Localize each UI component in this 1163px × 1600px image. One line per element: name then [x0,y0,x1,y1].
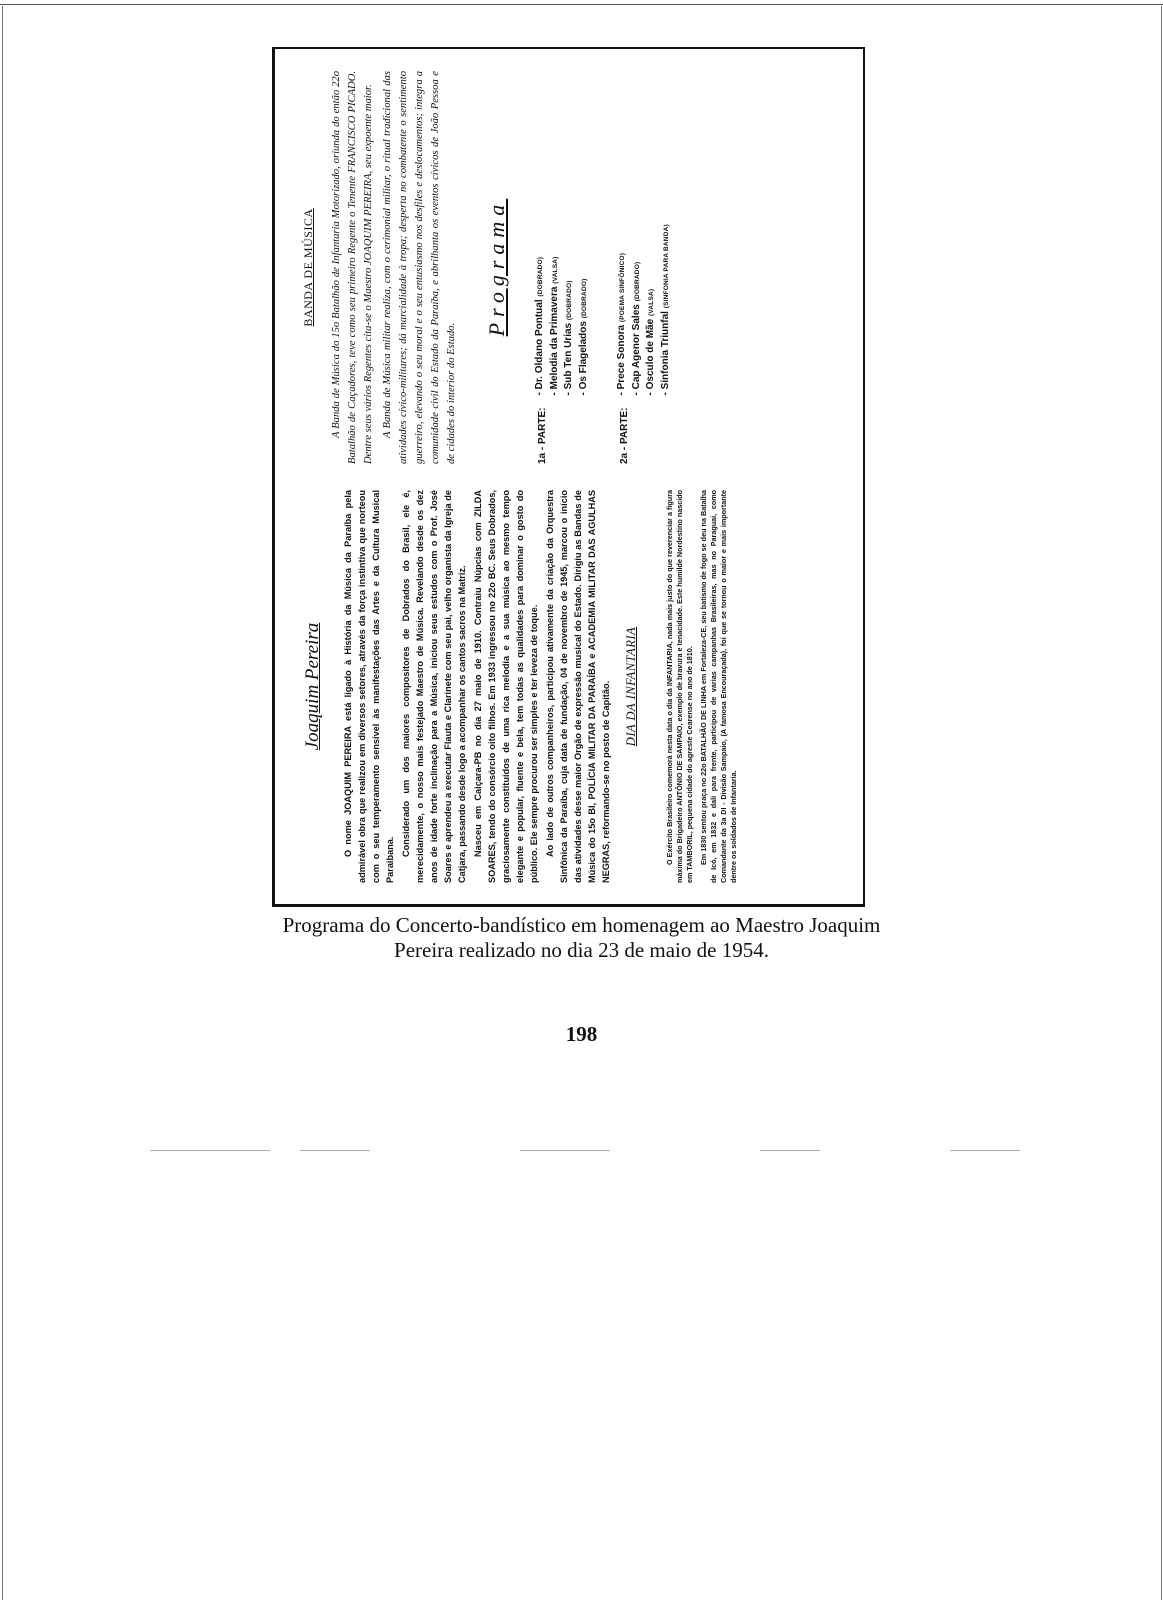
biography-paragraph: Considerado um dos maiores compositores de Dobrados do Brasil, ele é, merecidamente, o nosso mais festejado Maestro de Música. Revelando desde os dez anos de idade forte inclinação para a Música, iniciou seus estudos com o Prof. José Soares e aprendeu a executar Flauta e Clarinete com seu pai, velho organista da Igreja de Catjara, passando desde logo a acompanhar os cantos sacros na Matriz. [400,490,467,883]
scan-mark [300,1150,370,1151]
piece-name: Sub Ten Urias [563,322,575,390]
left-column [293,490,846,883]
scan-edge-right [1161,6,1162,1600]
scan-mark [950,1150,1020,1151]
infantaria-note: Em 1830 sentou praça no 22o BATALHÃO DE LINHA em Fortaleza-CE, seu batismo de fogo se deu na Batalha de Icó, em 1832 e dali para frente, participou de varias campanhas Brasileiras, mas no Paraguai, como Comandante da 3a DI - Divisão Sampaio, (A famosa Encouraçada), foi que se tornou o maior e mais importante dentre os soldados de Infantaria. [698,490,739,883]
piece-kind: (DOBRADO) [566,280,574,321]
program-sheet [272,47,865,907]
program-list [615,224,673,395]
program-item [548,257,563,396]
page-number: 198 [565,1022,598,1046]
scan-edge-top [0,4,1163,5]
program-item [562,257,577,396]
figure-caption [200,913,963,963]
program-item [533,257,548,396]
scan-edge-left [2,6,3,1600]
program-item [615,224,630,395]
program-item [659,224,674,395]
biography-paragraph: O nome JOAQUIM PEREIRA está ligado à História da Música da Paraíba pela admirável obra que realizou em diversos setores, através da força instintiva que norteou com o seu temperamento sensível às manifestações das Artes e da Cultura Musical Paraibana. [342,490,395,883]
piece-name: Cap Agenor Sales [630,304,642,390]
program-sheet-content [275,49,864,905]
caption-line: Programa do Concerto-bandístico em homenagem ao Maestro Joaquim [282,913,881,937]
piece-kind: (SINFONIA PARA BANDA) [662,224,670,309]
piece-name: Dr. Oldano Pontual [534,299,546,390]
program-part-2 [615,71,673,464]
dia-da-infantaria-title: DIA DA INFANTARIA [623,626,638,747]
piece-name: Os Flagelados [577,321,589,390]
piece-kind: (VALSA) [551,256,559,284]
piece-kind: (VALSA) [648,288,656,317]
caption-line: Pereira realizado no dia 23 de maio de 1954. [394,937,769,962]
scan-mark [520,1150,610,1151]
infantaria-note: O Exército Brasileiro comemorá nesta data o dia da INFANTARIA, nada mais justo do que reverenciar a figura máxima do Brigadeiro ANTÔNIO DE SAMPAIO, exemplo de bravura e tenacidade. Este humilde Nordestino nascido em TAMBORIL, pequena cidade do agreste Cearense no ano de 1810. [664,490,694,883]
banda-de-musica-title: BANDA DE MÚSICA [301,208,315,327]
scan-mark [150,1150,270,1151]
program-list [533,257,591,396]
biography-paragraph: Nasceu em Caiçara-PB no dia 27 maio de 1910. Contraiu Núpcias com ZILDA SOARES, tendo do consórcio oito filhos. Em 1933 ingressou no 22o BC. Seus Dobrados, graciosamente constituídos de uma rica melodia e a sua música ao mesmo tempo elegante e popular, fluente e bela, tem todas as qualidades para dominar o gosto do público. Ele sempre procurou ser simples e ter leveza de toque. [472,490,539,883]
infantaria-notes [665,490,744,883]
programa-title: Programa [483,198,509,337]
part-label: 2a - PARTE: [619,407,631,464]
piece-name: Osculo de Mãe [645,318,657,390]
program-item [630,224,645,395]
piece-kind: (DOBRADO) [537,256,545,297]
part-label: 1a - PARTE: [537,407,549,464]
piece-name: Sinfonia Triunfal [659,311,671,390]
piece-kind: (DOBRADO) [580,278,588,319]
piece-kind: (POEMA SINFÔNICO) [619,252,627,323]
scan-mark [760,1150,820,1151]
program-item [577,257,592,396]
program-item [644,224,659,395]
biography-paragraph: Ao lado de outros companheiros, participou ativamente da criação da Orquestra Sinfônica da Paraíba, cuja data de fundação, 04 de novembro de 1945, marcou o início das atividades desse maior Orgão de expressão musical do Estado. Dirigiu as Bandas de Música do 15o BI, POLÍCIA MILITAR DA PARAÍBA e ACADEMIA MILITAR DAS AGULHAS NEGRAS, reformando-se no posto de Capitão. [544,490,611,883]
right-column [293,71,846,464]
joaquim-pereira-title: Joaquim Pereira [302,622,323,751]
banda-paragraph: A Banda de Música militar realiza, com o cerimonial militar, o ritual tradicional das atividades cívico-militares; dá marcialidade à tropa; desperta no combatente o sentimento guerreiro, elevando o seu moral e o seu entusiasmo nos desfiles e deslocamentos; integra a comunidade civil do Estado da Paraíba, e abrilhanta os eventos cívicos de João Pessoa e de cidades do interior do Estado. [381,71,457,464]
piece-kind: (DOBRADO) [633,261,641,302]
piece-name: Melodia da Primavera [548,286,560,390]
banda-paragraph: A Banda de Música do 15o Batalhão de Infantaria Motorizado, oriunda do então 22o Batalhão de Caçadores, teve como seu primeiro Regente o Tenente FRANCISCO PICADO. Dentre seus vários Regentes cita-se o Maestro JOAQUIM PEREIRA, seu expoente maior. [331,71,375,464]
program-part-1 [533,71,591,464]
piece-name: Prece Sonora [616,324,628,390]
